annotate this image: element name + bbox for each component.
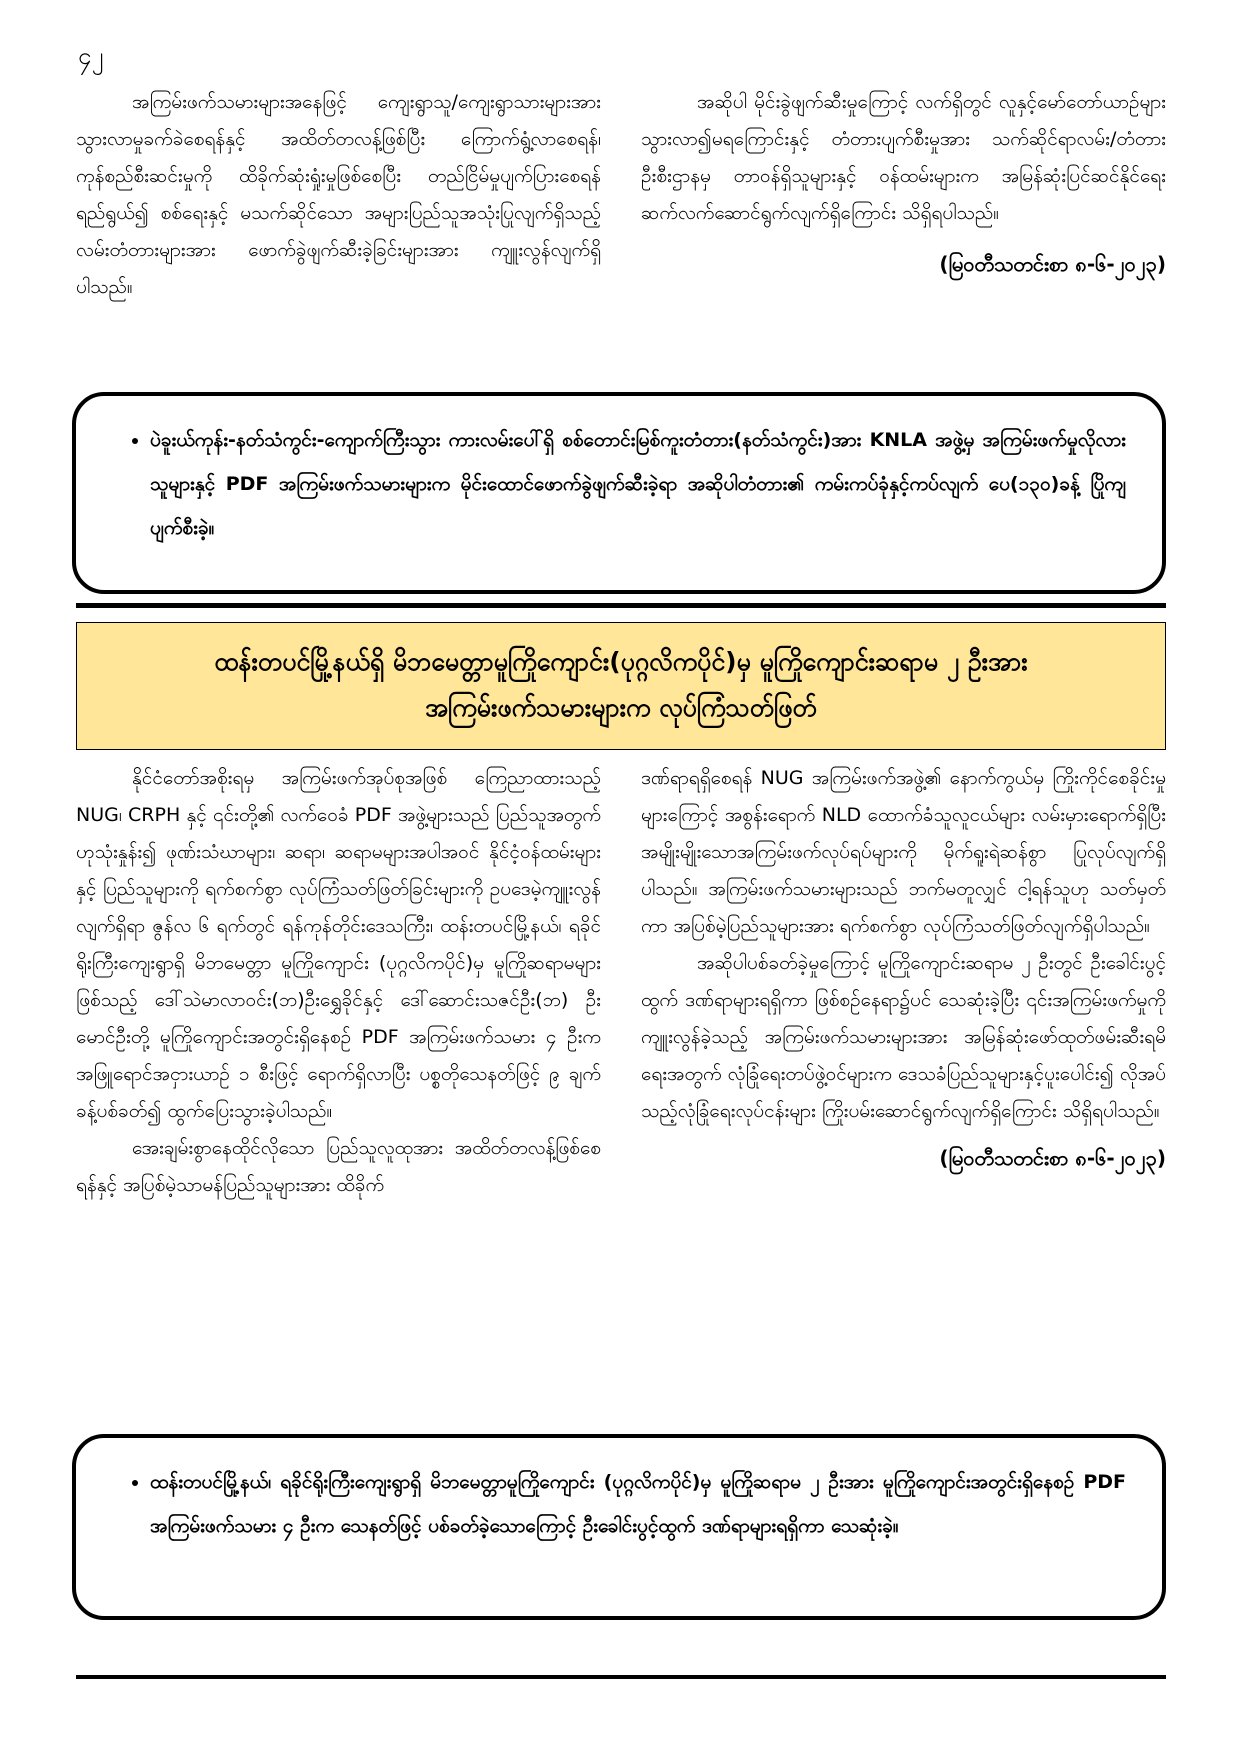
section-2-right-column <box>641 760 1166 1204</box>
section-1 <box>76 84 1166 306</box>
summary-list <box>112 418 1126 550</box>
summary-box-2 <box>72 1434 1166 1620</box>
paragraph: နိုင်ငံတော်အစိုးရမှ အကြမ်းဖက်အုပ်စုအဖြစ် ကြေညာထားသည့် NUG၊ CRPH နှင့် ၎င်းတို့၏ လက်ဝေခံ PDF အဖွဲ့များသည် ပြည်သူအတွက်ဟုသုံးနှုန်း၍ ဖုဏ်းသံဃာများ၊ ဆရာ၊ ဆရာမများအပါအဝင် နိုင်ငံ့ဝန်ထမ်းများနှင့် ပြည်သူများကို ရက်စက်စွာ လုပ်ကြံသတ်ဖြတ်ခြင်းများကို ဥပဒေမဲ့ကျူးလွန်လျက်ရှိရာ ဇွန်လ ၆ ရက်တွင် ရန်ကုန်တိုင်းဒေသကြီး၊ ထန်းတပင်မြို့နယ်၊ ရခိုင်ရိုးကြီးကျေးရွာရှိ မိဘမေတ္တာ မူကြိုကျောင်း (ပုဂ္ဂလိကပိုင်)မှ မူကြိုဆရာမများဖြစ်သည့် ဒေါ်သဲမာလာဝင်း(ဘ)ဦးရွှေခိုင်နှင့် ဒေါ်ဆောင်းသဇင်ဦး(ဘ) ဦးမောင်ဦးတို့ မူကြိုကျောင်းအတွင်းရှိနေစဉ် PDF အကြမ်းဖက်သမား ၄ ဦးက အဖြူရောင်အငှားယာဉ် ၁ စီးဖြင့် ရောက်ရှိလာပြီး ပစ္စတိုသေနတ်ဖြင့် ၉ ချက်ခန့်ပစ်ခတ်၍ ထွက်ပြေးသွားခဲ့ပါသည်။ <box>76 767 601 1122</box>
paragraph: အဆိုပါ မိုင်းခွဲဖျက်ဆီးမှုကြောင့် လက်ရှိတွင် လူနှင့်မော်တော်ယာဉ်များ သွားလာ၍မရကြောင်းနှင့် တံတားပျက်စီးမှုအား သက်ဆိုင်ရာလမ်း/တံတားဦးစီးဌာနမှ တာဝန်ရှိသူများနှင့် ဝန်ထမ်းများက အမြန်ဆုံးပြင်ဆင်နိုင်ရေး ဆက်လက်ဆောင်ရွက်လျက်ရှိကြောင်း သိရှိရပါသည်။ <box>641 91 1166 224</box>
section-2 <box>76 760 1166 1204</box>
source-citation: (မြဝတီသတင်းစာ ၈-၆-၂၀၂၃) <box>939 252 1166 276</box>
summary-list <box>112 1460 1126 1548</box>
section-1-left-column <box>76 84 601 306</box>
headline-line-2: အကြမ်းဖက်သမားများက လုပ်ကြံသတ်ဖြတ် <box>425 693 817 722</box>
paragraph: အဆိုပါပစ်ခတ်ခဲ့မှုကြောင့် မူကြိုကျောင်းဆရာမ ၂ ဦးတွင် ဦးခေါင်းပွင့်ထွက် ဒဏ်ရာများရရှိကာ ဖြစ်စဉ်နေရာ၌ပင် သေဆုံးခဲ့ပြီး ၎င်းအကြမ်းဖက်မှုကို ကျူးလွန်ခဲ့သည့် အကြမ်းဖက်သမားများအား အမြန်ဆုံးဖော်ထုတ်ဖမ်းဆီးရမိရေးအတွက် လုံခြုံရေးတပ်ဖွဲ့ဝင်များက ဒေသခံပြည်သူများနှင့်ပူးပေါင်း၍ လိုအပ်သည့်လုံခြုံရေးလုပ်ငန်းများ ကြိုးပမ်းဆောင်ရွက်လျက်ရှိကြောင်း သိရှိရပါသည်။ <box>641 952 1166 1122</box>
section-1-right-column <box>641 84 1166 306</box>
article-headline <box>76 622 1166 750</box>
section-divider <box>76 603 1166 608</box>
paragraph: ဒဏ်ရာရရှိစေရန် NUG အကြမ်းဖက်အဖွဲ့၏ နောက်ကွယ်မှ ကြိုးကိုင်စေခိုင်းမှုများကြောင့် အစွန်းရောက် NLD ထောက်ခံသူလူငယ်များ လမ်းမှားရောက်ရှိပြီး အမျိုးမျိုးသောအကြမ်းဖက်လုပ်ရပ်များကို မိုက်ရူးရဲဆန်စွာ ပြုလုပ်လျက်ရှိပါသည်။ အကြမ်းဖက်သမားများသည် ဘက်မတူလျှင် ငါ့ရန်သူဟု သတ်မှတ်ကာ အပြစ်မဲ့ပြည်သူများအား ရက်စက်စွာ လုပ်ကြံသတ်ဖြတ်လျက်ရှိပါသည်။ <box>641 767 1166 937</box>
paragraph: အကြမ်းဖက်သမားများအနေဖြင့် ကျေးရွာသူ/ကျေးရွာသားများအား သွားလာမှုခက်ခဲစေရန်နှင့် အထိတ်တလန့်ဖြစ်ပြီး ကြောက်ရွံ့လာစေရန်၊ ကုန်စည်စီးဆင်းမှုကို ထိခိုက်ဆုံးရှုံးမှုဖြစ်စေပြီး တည်ငြိမ်မှုပျက်ပြားစေရန်ရည်ရွယ်၍ စစ်ရေးနှင့် မသက်ဆိုင်သော အများပြည်သူအသုံးပြုလျက်ရှိသည့် လမ်းတံတားများအား ဖောက်ခွဲဖျက်ဆီးခဲ့ခြင်းများအား ကျူးလွန်လျက်ရှိပါသည်။ <box>76 91 601 298</box>
page-number: ၄၂ <box>78 42 104 70</box>
summary-bullet: • ပဲခူးယ်ကုန်း-နတ်သံကွင်း-ကျောက်ကြီးသွား ကားလမ်းပေါ်ရှိ စစ်တောင်းမြစ်ကူးတံတား(နတ်သံကွင်း)အား KNLA အဖွဲ့မှ အကြမ်းဖက်မှုလိုလားသူများနှင့် PDF အကြမ်းဖက်သမားများက မိုင်းထောင်ဖောက်ခွဲဖျက်ဆီးခဲ့ရာ အဆိုပါတံတား၏ ကမ်းကပ်ခုံနှင့်ကပ်လျက် ပေ(၁၃၀)ခန့် ပြိုကျပျက်စီးခဲ့။ <box>150 418 1126 550</box>
source-citation: (မြဝတီသတင်းစာ ၈-၆-၂၀၂၃) <box>939 1146 1166 1170</box>
paragraph: အေးချမ်းစွာနေထိုင်လိုသော ပြည်သူလူထုအား အထိတ်တလန့်ဖြစ်စေရန်နှင့် အပြစ်မဲ့သာမန်ပြည်သူများအား ထိခိုက် <box>76 1137 601 1196</box>
headline-line-1: ထန်းတပင်မြို့နယ်ရှိ မိဘမေတ္တာမူကြိုကျောင်း(ပုဂ္ဂလိကပိုင်)မှ မူကြိုကျောင်းဆရာမ ၂ ဦးအား <box>214 647 1028 676</box>
section-2-left-column <box>76 760 601 1204</box>
footer-rule <box>76 1675 1166 1679</box>
summary-bullet: • ထန်းတပင်မြို့နယ်၊ ရခိုင်ရိုးကြီးကျေးရွာရှိ မိဘမေတ္တာမူကြိုကျောင်း (ပုဂ္ဂလိကပိုင်)မှ မူကြိုဆရာမ ၂ ဦးအား မူကြိုကျောင်းအတွင်းရှိနေစဉ် PDF အကြမ်းဖက်သမား ၄ ဦးက သေနတ်ဖြင့် ပစ်ခတ်ခဲ့သောကြောင့် ဦးခေါင်းပွင့်ထွက် ဒဏ်ရာများရရှိကာ သေဆုံးခဲ့။ <box>150 1460 1126 1548</box>
summary-box-1 <box>72 392 1166 594</box>
